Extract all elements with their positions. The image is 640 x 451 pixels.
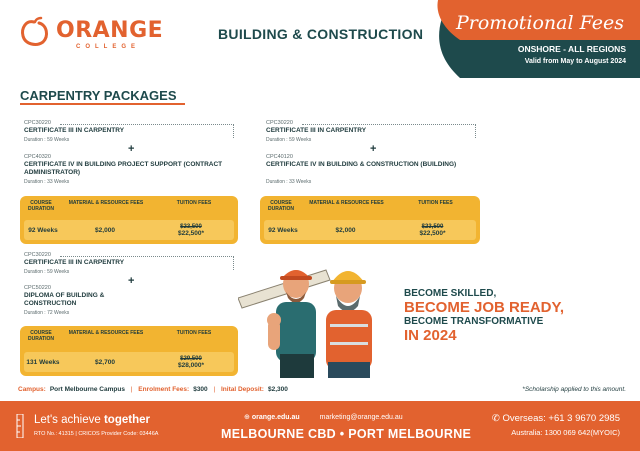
course-code: CPC30220 [266, 120, 293, 126]
orange-college-logo [18, 14, 168, 54]
tuition-value [148, 356, 234, 369]
phone-overseas [492, 413, 620, 424]
fee-row [24, 220, 234, 240]
header-duration: COURSE DURATION [27, 200, 54, 212]
fee-table [260, 196, 480, 244]
new-tuition: $22,500* [419, 229, 446, 237]
overseas-number[interactable]: Overseas: +61 3 9670 2985 [502, 413, 620, 424]
header-tuition: TUITION FEES [176, 330, 212, 336]
campus-label: Campus: [18, 386, 46, 393]
tuition-value [148, 224, 234, 237]
orange-logo-icon [18, 16, 50, 48]
duration-value: 131 Weeks [26, 358, 60, 366]
new-tuition: $22,500* [177, 229, 205, 237]
promo-region: ONSHORE - ALL REGIONS [517, 44, 626, 54]
separator: | [130, 386, 133, 393]
course-duration: Duration : 33 Weeks [24, 179, 70, 185]
course-code: CPC30220 [24, 120, 51, 126]
footer-slogan-b: together [103, 414, 150, 426]
course-name: CERTIFICATE III IN CARPENTRY [266, 127, 367, 134]
footer [0, 401, 640, 451]
slogan-line-4: IN 2024 [404, 327, 457, 344]
course-code: CPC50220 [24, 285, 51, 291]
material-value: $2,700 [95, 358, 115, 366]
promo-title: Promotional Fees [456, 12, 624, 34]
course-code: CPC30220 [24, 252, 51, 258]
registration-info: RTO No.: 41315 | CRICOS Provider Code: 03446A [34, 431, 159, 437]
old-tuition: $29,500 [180, 355, 202, 362]
course-duration: Duration : 72 Weeks [24, 310, 70, 316]
promo-validity: Valid from May to August 2024 [524, 58, 626, 65]
plus-sign: + [370, 143, 377, 155]
enrolment-value: $300 [193, 386, 208, 393]
workers-illustration [238, 250, 408, 378]
material-value: $2,000 [95, 226, 115, 234]
logo-name: ORANGE [56, 18, 164, 43]
email-link[interactable]: marketing@orange.edu.au [319, 414, 403, 421]
fee-table-header [20, 196, 238, 216]
old-tuition: $23,500 [180, 223, 202, 230]
course-duration: Duration : 59 Weeks [24, 137, 70, 143]
course-code: CPC40320 [24, 154, 51, 160]
plus-sign: + [128, 143, 135, 155]
scholarship-note: *Scholarship applied to this amount. [522, 386, 626, 393]
header-duration: COURSE DURATION [27, 330, 54, 342]
globe-icon: ⊕ [244, 414, 250, 421]
package-card [266, 118, 484, 244]
deposit-label: Inital Deposit: [221, 386, 264, 393]
plus-sign: + [128, 275, 135, 287]
package-card [24, 250, 242, 378]
builder-figure [326, 271, 372, 378]
ruler-icon [14, 414, 26, 438]
course-name: CERTIFICATE III IN CARPENTRY [24, 127, 125, 134]
footer-contacts [244, 413, 403, 421]
page-title: BUILDING & CONSTRUCTION [218, 26, 424, 42]
enrolment-label: Enrolment Fees: [138, 386, 190, 393]
new-tuition: $28,000* [177, 361, 205, 369]
header-tuition: TUITION FEES [418, 200, 453, 206]
footer-slogan [34, 414, 150, 426]
course-duration: Duration : 33 Weeks [266, 179, 312, 185]
duration-value: 92 Weeks [28, 226, 58, 234]
logo-subtitle: COLLEGE [76, 44, 141, 50]
course-duration: Duration : 59 Weeks [266, 137, 312, 143]
fee-table-header [20, 326, 238, 346]
fee-table [20, 196, 238, 244]
header-duration: COURSE DURATION [267, 200, 294, 212]
footer-slogan-a: Let's achieve [34, 414, 101, 426]
phone-australia[interactable]: Australia: 1300 069 642(MYOIC) [511, 428, 620, 437]
duration-value: 92 Weeks [268, 226, 298, 234]
footer-locations: MELBOURNE CBD • PORT MELBOURNE [221, 427, 472, 441]
course-name: CERTIFICATE IV IN BUILDING & CONSTRUCTION (BUILDING) [266, 161, 457, 168]
campus-value: Port Melbourne Campus [49, 386, 125, 393]
course-name: CERTIFICATE IV IN BUILDING PROJECT SUPPORT (CONTRACT ADMINISTRATOR) [24, 161, 223, 176]
promo-banner [420, 0, 640, 78]
tuition-value [389, 224, 476, 237]
header-material: MATERIAL & RESOURCE FEES [309, 200, 384, 206]
header-tuition: TUITION FEES [176, 200, 212, 206]
header-material: MATERIAL & RESOURCE FEES [68, 330, 144, 336]
slogan-line-3: BECOME TRANSFORMATIVE [404, 316, 544, 327]
course-name: DIPLOMA OF BUILDING & CONSTRUCTION [24, 292, 105, 307]
slogan-line-1: BECOME SKILLED, [404, 288, 497, 299]
old-tuition: $23,500 [421, 223, 444, 230]
slogan-block [404, 288, 564, 344]
section-title: CARPENTRY PACKAGES [20, 88, 177, 103]
header-material: MATERIAL & RESOURCE FEES [68, 200, 144, 206]
website-link[interactable]: orange.edu.au [251, 414, 300, 421]
course-name: CERTIFICATE III IN CARPENTRY [24, 259, 125, 266]
fee-row [264, 220, 476, 240]
material-value: $2,000 [335, 226, 356, 234]
slogan-line-2: BECOME JOB READY, [404, 299, 565, 316]
package-card [24, 118, 242, 244]
fee-table-header [260, 196, 480, 216]
fee-row [24, 352, 234, 372]
separator: | [213, 386, 216, 393]
phone-icon: ✆ [491, 413, 500, 424]
deposit-value: $2,300 [267, 386, 288, 393]
course-duration: Duration : 59 Weeks [24, 269, 70, 275]
section-underline [20, 103, 185, 105]
course-code: CPC40120 [266, 154, 293, 160]
fee-table [20, 326, 238, 376]
